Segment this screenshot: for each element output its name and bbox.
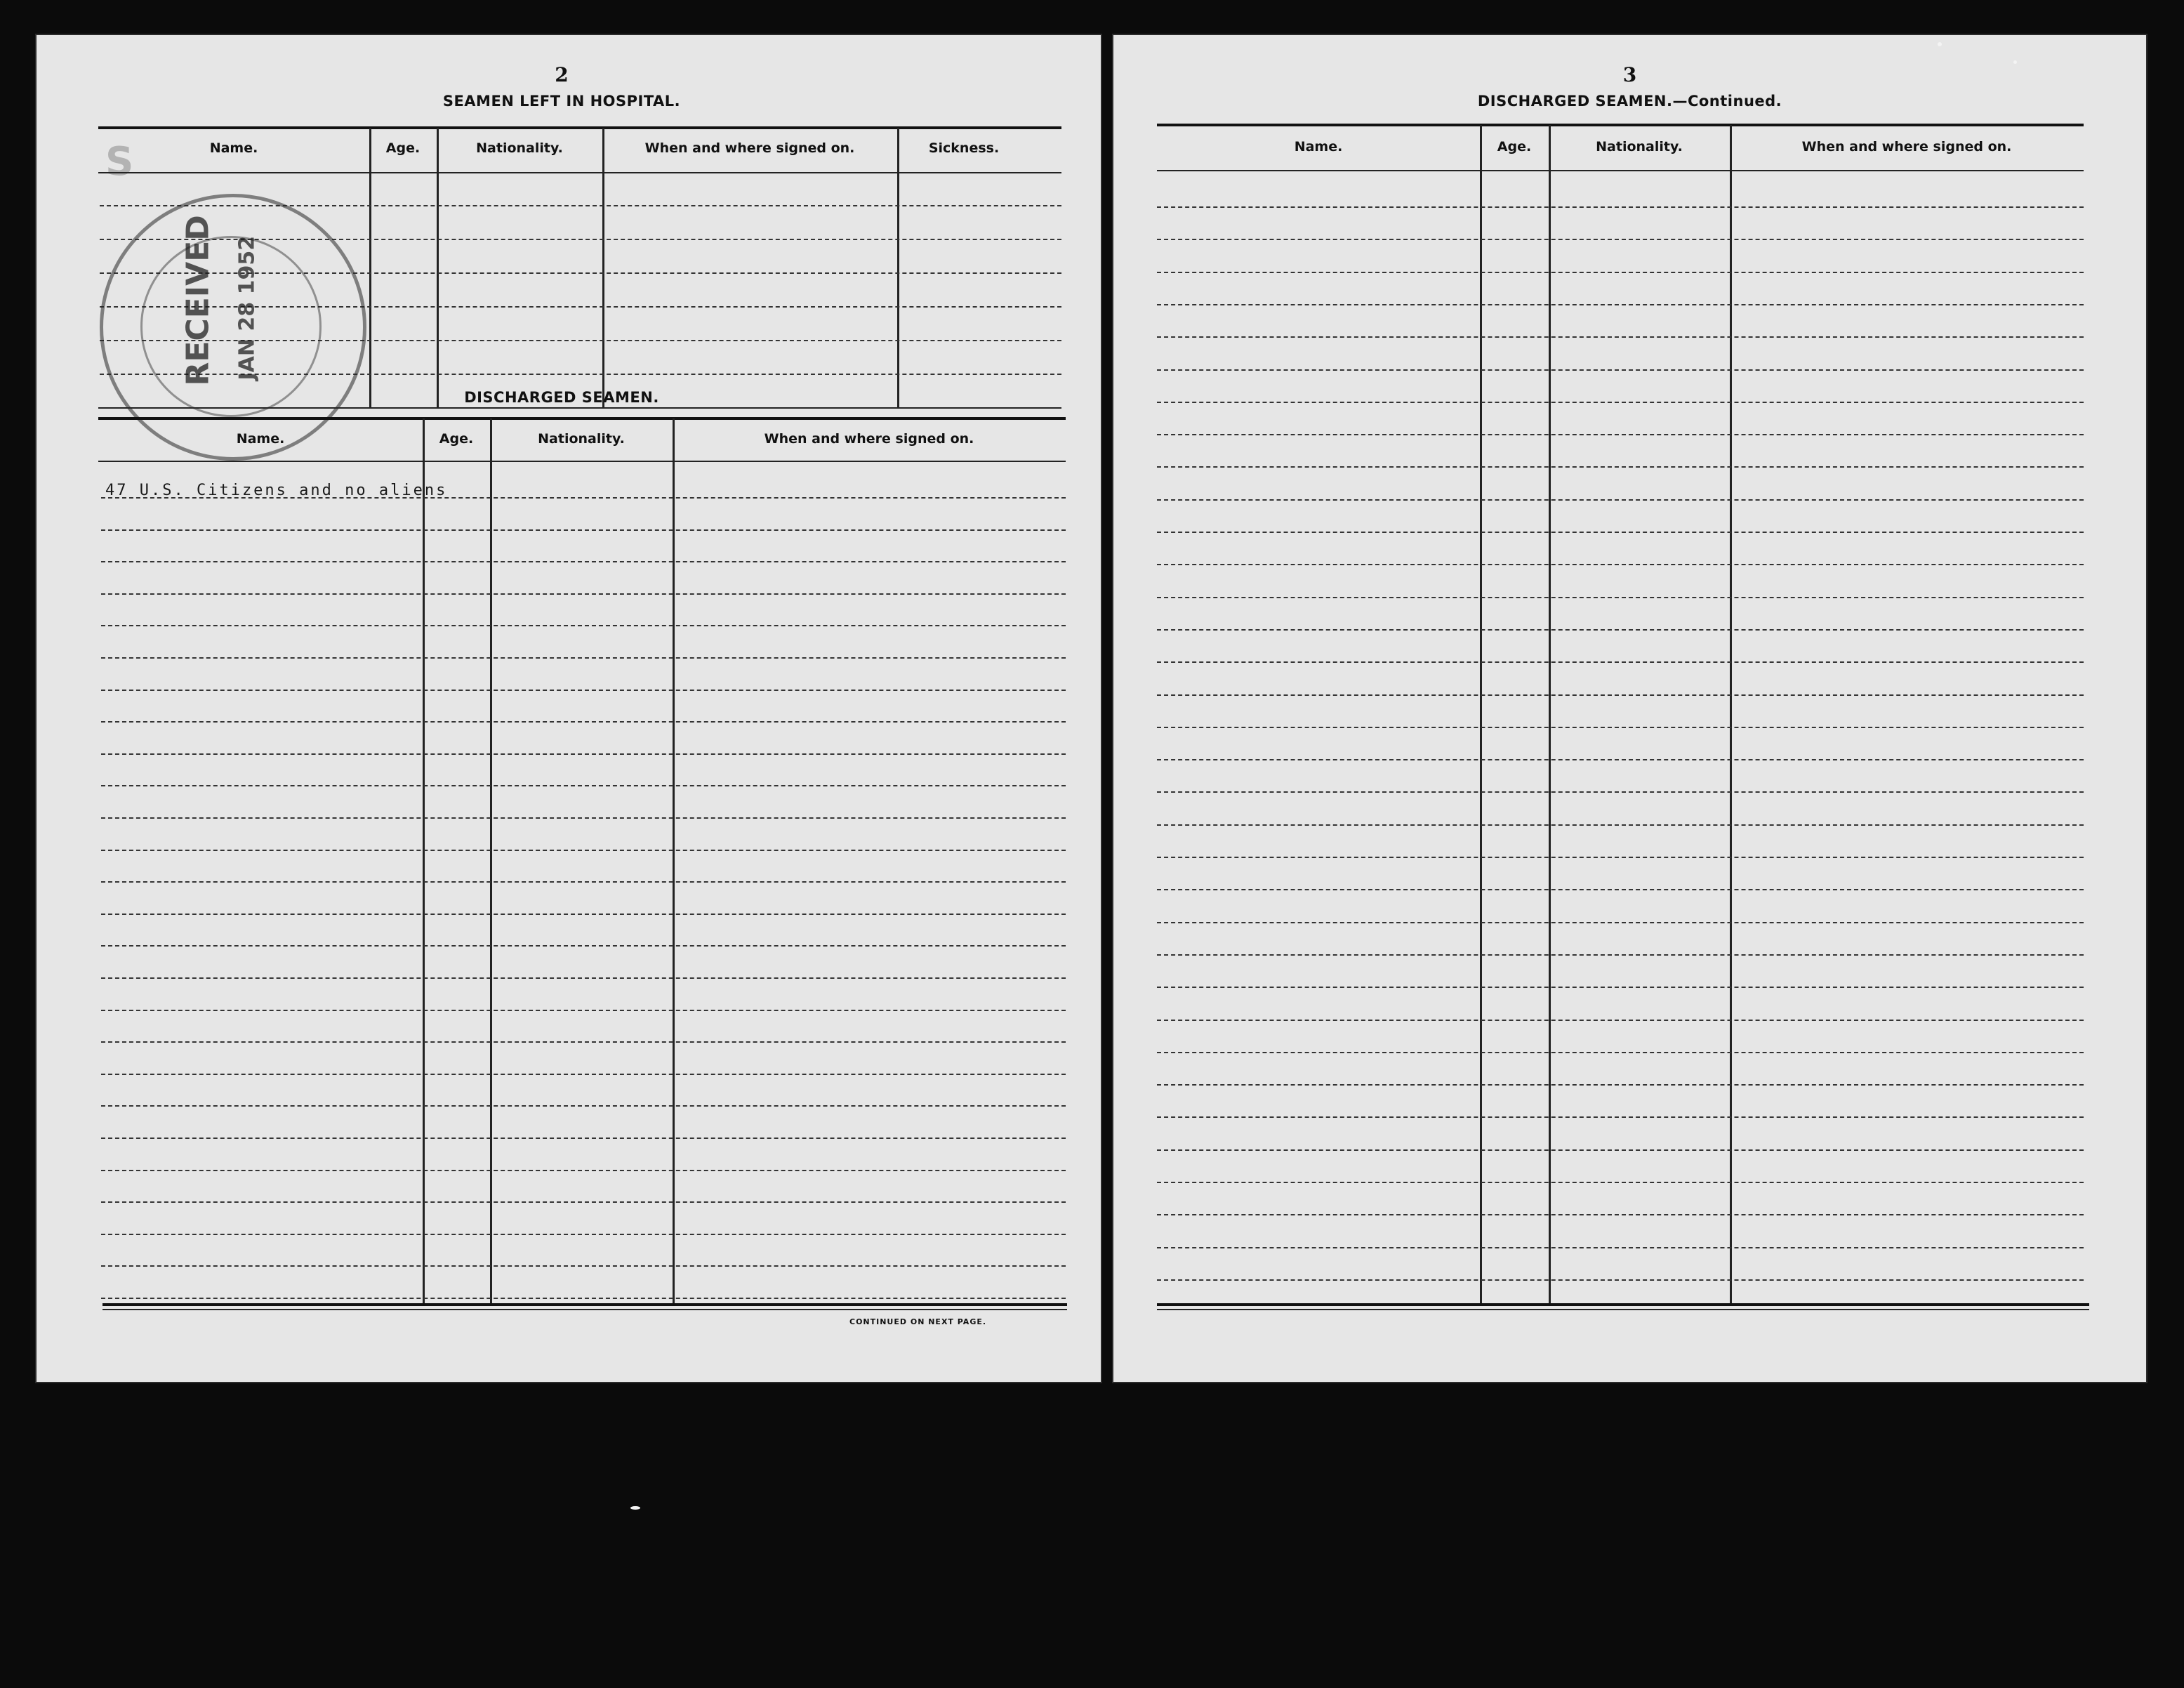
bleed-through-text: S [105, 139, 144, 185]
form-row-line [1157, 206, 2084, 208]
discharged-col-name: Name. [236, 431, 285, 447]
hospital-section-title: SEAMEN LEFT IN HOSPITAL. [442, 93, 681, 110]
form-row-line [1157, 727, 2084, 728]
form-row-line [101, 1138, 1066, 1139]
right-header-rule [1157, 170, 2084, 171]
form-row-line [101, 690, 1066, 691]
form-row-line [1157, 791, 2084, 793]
form-row-line [101, 785, 1066, 786]
hospital-col-divider [369, 128, 371, 409]
hospital-col-nationality: Nationality. [476, 140, 563, 156]
form-row-line [1157, 889, 2084, 890]
discharged-table-bottom-rule-2 [102, 1309, 1067, 1310]
page-number-left: 2 [555, 63, 569, 86]
hospital-col-divider [897, 128, 899, 409]
discharged-entry-text: 47 U.S. Citizens and no aliens [105, 482, 448, 499]
right-page [1112, 34, 2147, 1383]
hospital-col-signed-on: When and where signed on. [644, 140, 855, 156]
form-row-line [1157, 1052, 2084, 1053]
right-col-divider [1480, 125, 1482, 1306]
form-row-line [1157, 1116, 2084, 1118]
hospital-header-rule [98, 172, 1061, 173]
form-row-line [1157, 499, 2084, 501]
hospital-col-age: Age. [385, 140, 421, 156]
form-row-line [101, 1041, 1066, 1043]
right-col-signed-on: When and where signed on. [1801, 139, 2012, 154]
right-table-bottom-rule-2 [1157, 1309, 2089, 1310]
form-row-line [1157, 922, 2084, 923]
right-col-nationality: Nationality. [1596, 139, 1683, 154]
discharged-table-bottom-rule [102, 1303, 1067, 1306]
form-row-line [1157, 434, 2084, 435]
right-col-divider [1730, 125, 1732, 1306]
hospital-table-top-rule [98, 126, 1061, 129]
discharged-table-top-rule [98, 417, 1066, 420]
form-row-line [101, 977, 1066, 979]
form-row-line [1157, 1247, 2084, 1248]
form-row-line [1157, 1214, 2084, 1215]
form-row-line [101, 593, 1066, 595]
discharged-col-divider [423, 418, 425, 1305]
form-row-line [101, 497, 1066, 499]
form-row-line [101, 721, 1066, 723]
right-table-bottom-rule [1157, 1303, 2089, 1306]
continued-footer: CONTINUED ON NEXT PAGE. [849, 1317, 987, 1326]
form-row-line [101, 1074, 1066, 1075]
form-row-line [1157, 304, 2084, 305]
form-row-line [1157, 402, 2084, 403]
right-col-name: Name. [1294, 139, 1343, 154]
received-stamp-word: RECEIVED [180, 215, 216, 386]
form-row-line [101, 1010, 1066, 1011]
form-row-line [101, 1265, 1066, 1267]
form-row-line [1157, 466, 2084, 468]
form-row-line [101, 561, 1066, 562]
discharged-section-title: DISCHARGED SEAMEN. [464, 389, 659, 406]
form-row-line [101, 881, 1066, 883]
form-row-line [101, 817, 1066, 819]
form-row-line [101, 1105, 1066, 1107]
form-row-line [101, 753, 1066, 755]
form-row-line [1157, 369, 2084, 371]
discharged-col-divider [490, 418, 492, 1305]
scan-speck [630, 1506, 640, 1510]
form-row-line [1157, 629, 2084, 631]
received-stamp-date: JAN 28 1952 [234, 235, 260, 381]
discharged-col-divider [673, 418, 675, 1305]
hospital-col-divider [602, 128, 604, 409]
form-row-line [1157, 954, 2084, 956]
form-row-line [1157, 1279, 2084, 1281]
form-row-line [1157, 824, 2084, 826]
form-row-line [1157, 1149, 2084, 1151]
form-row-line [1157, 1182, 2084, 1183]
form-row-line [1157, 987, 2084, 988]
hospital-col-name: Name. [209, 140, 258, 156]
form-row-line [101, 914, 1066, 915]
hospital-col-sickness: Sickness. [928, 140, 1000, 156]
form-row-line [101, 529, 1066, 531]
scan-speck [1938, 42, 1942, 46]
form-row-line [1157, 239, 2084, 240]
discharged-header-rule [98, 461, 1066, 462]
form-row-line [1157, 1020, 2084, 1021]
form-row-line [1157, 759, 2084, 760]
discharged-continued-title: DISCHARGED SEAMEN.—Continued. [1477, 93, 1782, 110]
right-col-divider [1549, 125, 1551, 1306]
form-row-line [1157, 597, 2084, 598]
page-number-right: 3 [1622, 63, 1637, 86]
form-row-line [1157, 336, 2084, 338]
form-row-line [101, 850, 1066, 851]
form-row-line [101, 657, 1066, 659]
form-row-line [1157, 272, 2084, 273]
form-row-line [1157, 532, 2084, 533]
form-row-line [101, 1234, 1066, 1235]
form-row-line [1157, 564, 2084, 565]
left-page [35, 34, 1102, 1383]
hospital-col-divider [437, 128, 439, 409]
form-row-line [101, 1201, 1066, 1203]
form-row-line [1157, 661, 2084, 663]
discharged-col-signed-on: When and where signed on. [764, 431, 974, 447]
discharged-col-nationality: Nationality. [538, 431, 625, 447]
right-col-age: Age. [1497, 139, 1532, 154]
form-row-line [101, 1170, 1066, 1171]
discharged-col-age: Age. [439, 431, 474, 447]
form-row-line [1157, 1084, 2084, 1086]
form-row-line [101, 945, 1066, 947]
form-row-line [101, 625, 1066, 626]
scan-speck [2013, 60, 2017, 64]
form-row-line [101, 1298, 1066, 1299]
right-table-top-rule [1157, 124, 2084, 126]
form-row-line [1157, 694, 2084, 696]
form-row-line [1157, 857, 2084, 858]
